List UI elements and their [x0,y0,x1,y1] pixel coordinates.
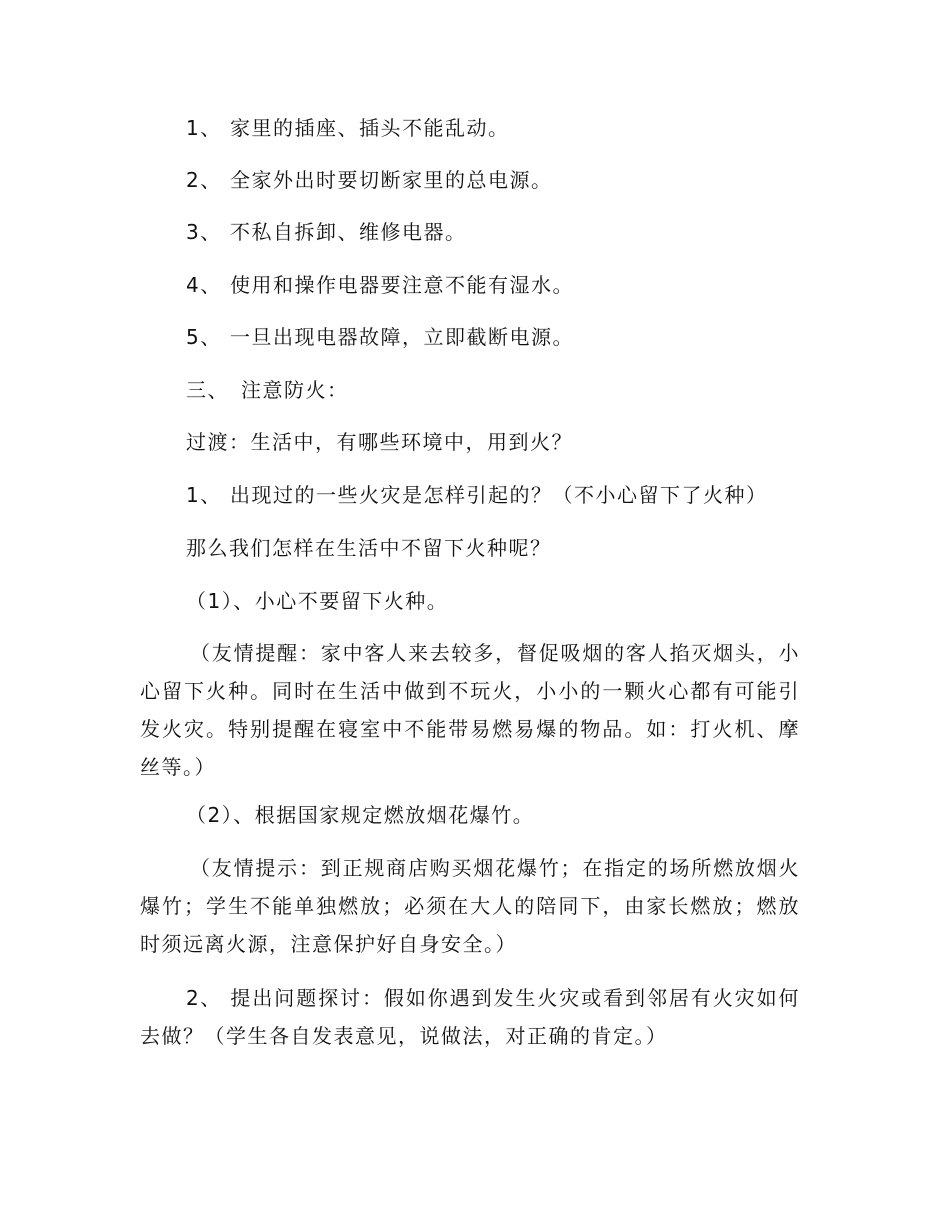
list-item [186,325,574,349]
sub-item-text: （2）、根据国家规定燃放烟花爆竹。 [186,803,535,827]
item-number: 4、 [186,273,222,297]
list-item [186,483,768,507]
list-item [186,273,574,297]
item-number: 5、 [186,325,222,349]
item-number: 1、 [186,116,222,140]
item-number: 1、 [186,483,222,507]
item-text: 家里的插座、插头不能乱动。 [230,116,510,140]
tip-paragraph: （友情提醒：家中客人来去较多，督促吸烟的客人掐灭烟头，小心留下火种。同时在生活中做到不玩火，小小的一颗火心都有可能引发火灾。特别提醒在寝室中不能带易燃易爆的物品。如：打火机、摩丝等。） [140,641,800,779]
item-number: 2、 [186,168,222,192]
tip-paragraph: （友情提示：到正规商店购买烟花爆竹；在指定的场所燃放烟火爆竹；学生不能单独燃放；必须在大人的陪同下，由家长燃放；燃放时须远离火源，注意保护好自身安全。） [140,856,800,956]
transition-text: 过渡：生活中，有哪些环境中，用到火？ [186,430,573,454]
text-line [186,430,573,454]
list-item [186,220,467,244]
sub-item-text: （1）、小心不要留下火种。 [186,589,449,613]
item-text: 一旦出现电器故障，立即截断电源。 [230,325,574,349]
question-paragraph [140,979,800,1055]
question-text: 那么我们怎样在生活中不留下火种呢？ [186,536,552,560]
question-text: 提出问题探讨：假如你遇到发生火灾或看到邻居有火灾如何去做？（学生各自发表意见，说做法，对正确的肯定。） [140,986,800,1048]
item-text: 使用和操作电器要注意不能有湿水。 [230,273,574,297]
list-item [186,168,553,192]
item-number: 3、 [186,220,222,244]
list-item [186,116,510,140]
section-title: 注意防火： [241,378,349,402]
item-text: 全家外出时要切断家里的总电源。 [230,168,553,192]
sub-item [186,589,448,613]
item-number: 2、 [186,986,222,1010]
text-line [186,536,552,560]
item-text: 出现过的一些火灾是怎样引起的？（不小心留下了火种） [230,483,768,507]
section-number: 三、 [186,378,229,402]
section-heading [186,378,349,402]
item-text: 不私自拆卸、维修电器。 [230,220,467,244]
sub-item [186,803,534,827]
